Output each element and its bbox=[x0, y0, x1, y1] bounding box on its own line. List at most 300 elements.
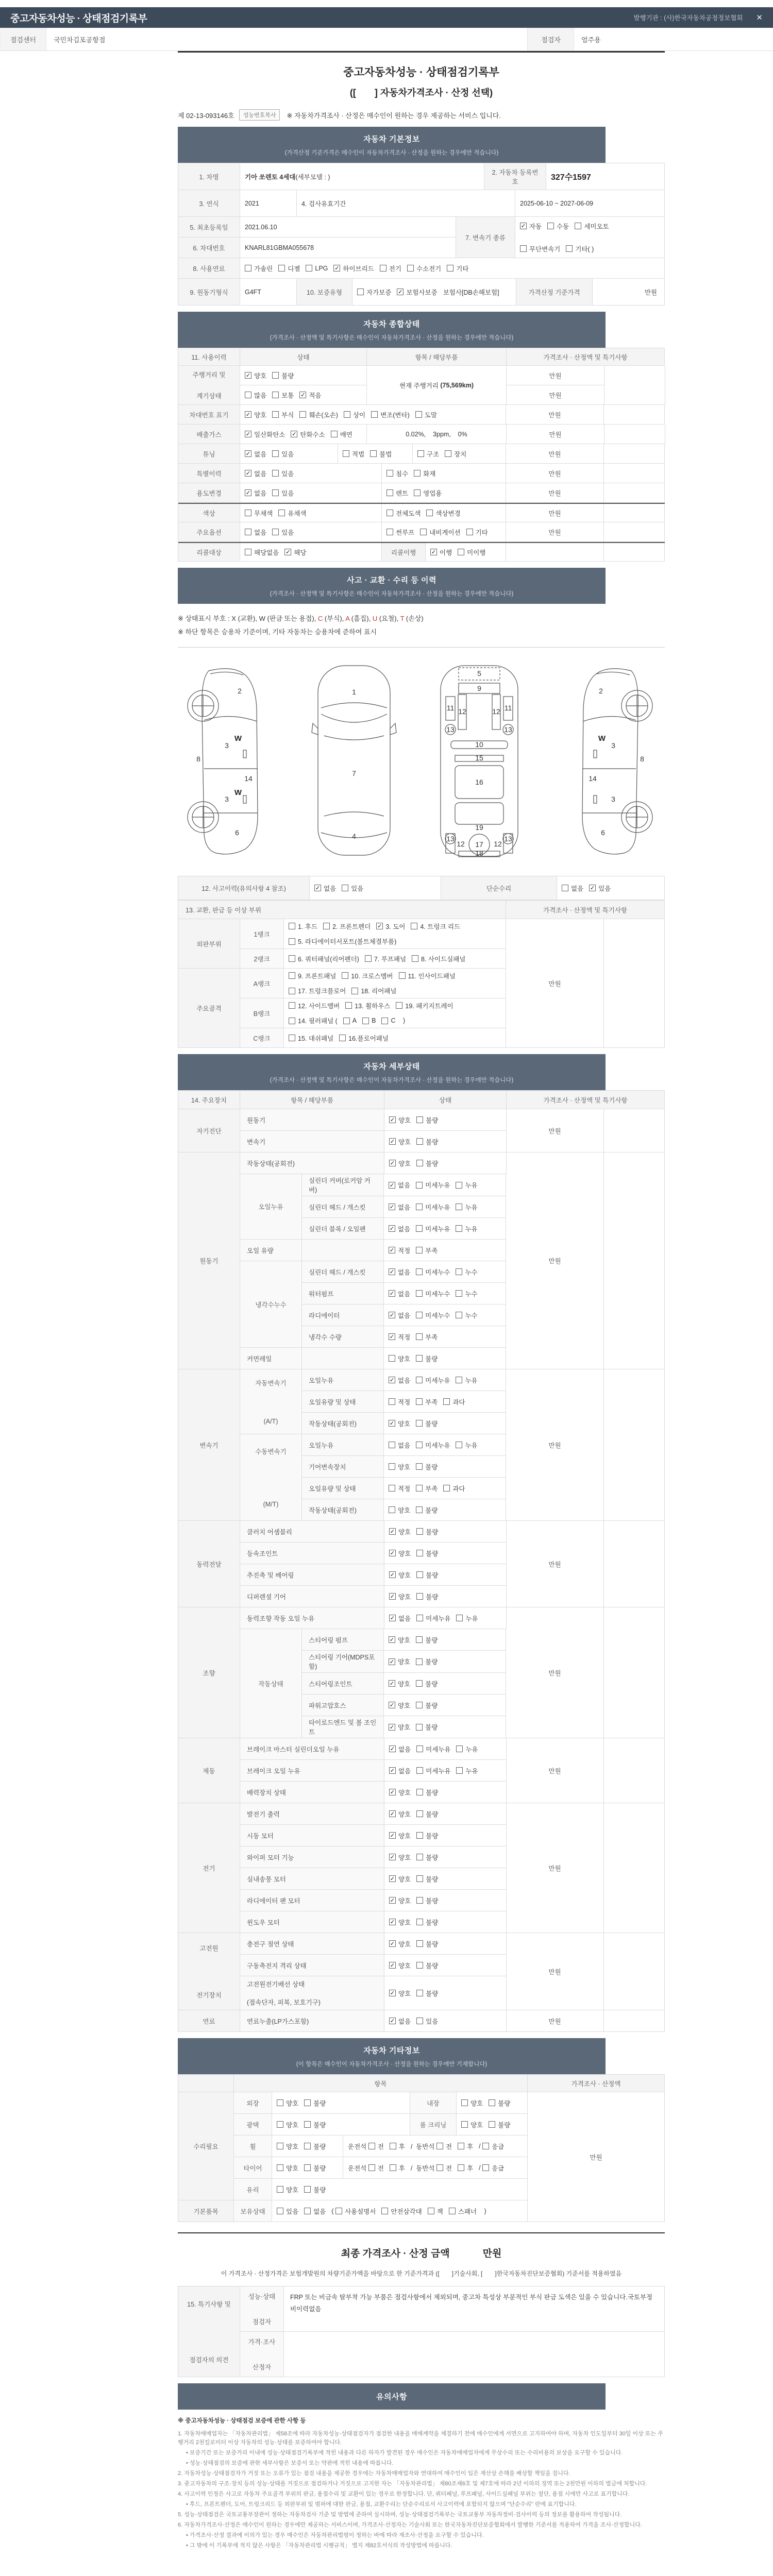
checkbox-icon[interactable] bbox=[304, 2121, 311, 2128]
checkbox-option[interactable] bbox=[299, 410, 338, 419]
checkbox-option[interactable] bbox=[416, 1527, 438, 1536]
checkbox-option[interactable] bbox=[277, 2142, 298, 2151]
checkbox-option[interactable] bbox=[416, 1484, 438, 1493]
checkbox-icon[interactable] bbox=[416, 1247, 423, 1253]
checkbox-icon[interactable] bbox=[386, 510, 393, 516]
checkbox-icon[interactable] bbox=[289, 955, 295, 962]
checked-checkbox-icon[interactable]: ✓ bbox=[389, 1724, 395, 1731]
checkbox-option[interactable] bbox=[416, 1722, 438, 1732]
checkbox-option[interactable] bbox=[389, 1159, 411, 1168]
checkbox-option[interactable] bbox=[416, 1744, 450, 1754]
checkbox-icon[interactable] bbox=[304, 2143, 311, 2149]
checked-checkbox-icon[interactable]: ✓ bbox=[389, 1637, 395, 1643]
checked-checkbox-icon[interactable]: ✓ bbox=[389, 1312, 395, 1318]
checkbox-icon[interactable] bbox=[443, 1398, 450, 1405]
checkbox-icon[interactable] bbox=[461, 2121, 468, 2128]
checkbox-icon[interactable] bbox=[416, 1377, 423, 1383]
checkbox-option[interactable] bbox=[416, 1766, 450, 1775]
checked-checkbox-icon[interactable]: ✓ bbox=[390, 1615, 395, 1621]
checkbox-option[interactable] bbox=[389, 1527, 411, 1536]
checkbox-icon[interactable] bbox=[304, 2164, 311, 2171]
checked-checkbox-icon[interactable]: ✓ bbox=[389, 1377, 395, 1383]
checkbox-option[interactable] bbox=[399, 971, 456, 980]
checkbox-icon[interactable] bbox=[416, 1636, 423, 1643]
checkbox-option[interactable] bbox=[389, 1722, 410, 1732]
checkbox-icon[interactable] bbox=[396, 1002, 402, 1009]
checkbox-icon[interactable] bbox=[389, 1398, 395, 1405]
checked-checkbox-icon[interactable]: ✓ bbox=[334, 265, 340, 272]
checkbox-option[interactable] bbox=[389, 1505, 410, 1515]
checked-checkbox-icon[interactable]: ✓ bbox=[389, 1269, 395, 1275]
checkbox-option[interactable] bbox=[272, 449, 294, 459]
checkbox-option[interactable] bbox=[420, 528, 460, 537]
checkbox-option[interactable] bbox=[416, 1462, 438, 1471]
checkbox-option[interactable] bbox=[456, 1289, 477, 1298]
checkbox-icon[interactable] bbox=[489, 2121, 495, 2128]
checkbox-icon[interactable] bbox=[416, 1990, 423, 1996]
checked-checkbox-icon[interactable]: ✓ bbox=[431, 549, 436, 555]
checkbox-option[interactable] bbox=[389, 1831, 411, 1840]
checkbox-option[interactable] bbox=[371, 410, 410, 419]
checkbox-option[interactable] bbox=[323, 922, 371, 931]
checkbox-icon[interactable] bbox=[344, 411, 350, 418]
checkbox-option[interactable] bbox=[456, 1744, 478, 1754]
checkbox-option[interactable] bbox=[416, 1939, 438, 1948]
checkbox-option[interactable] bbox=[289, 986, 346, 995]
checkbox-option[interactable] bbox=[430, 548, 452, 557]
checked-checkbox-icon[interactable]: ✓ bbox=[389, 1247, 395, 1253]
checkbox-icon[interactable] bbox=[371, 411, 378, 418]
checkbox-option[interactable] bbox=[386, 488, 408, 498]
checkbox-icon[interactable] bbox=[445, 450, 451, 457]
checkbox-option[interactable] bbox=[389, 1961, 411, 1970]
checkbox-option[interactable] bbox=[389, 1809, 411, 1819]
checkbox-option[interactable] bbox=[299, 391, 321, 400]
checkbox-icon[interactable] bbox=[416, 1724, 423, 1731]
checkbox-option[interactable] bbox=[416, 1831, 438, 1840]
checkbox-option[interactable] bbox=[416, 1592, 438, 1601]
checkbox-icon[interactable] bbox=[416, 1442, 423, 1448]
checkbox-icon[interactable] bbox=[456, 1225, 462, 1232]
checkbox-icon[interactable] bbox=[245, 392, 251, 398]
checked-checkbox-icon[interactable]: ✓ bbox=[390, 1833, 395, 1839]
checked-checkbox-icon[interactable]: ✓ bbox=[390, 1876, 395, 1882]
checkbox-option[interactable] bbox=[289, 937, 396, 946]
checkbox-icon[interactable] bbox=[289, 988, 295, 994]
checkbox-icon[interactable] bbox=[414, 489, 421, 496]
checkbox-option[interactable] bbox=[389, 1874, 411, 1884]
checkbox-option[interactable] bbox=[277, 2163, 298, 2173]
checkbox-option[interactable] bbox=[575, 222, 609, 231]
checkbox-icon[interactable] bbox=[245, 510, 251, 516]
checkbox-option[interactable] bbox=[390, 2163, 405, 2173]
checkbox-option[interactable] bbox=[304, 2207, 326, 2216]
checkbox-option[interactable] bbox=[245, 371, 266, 380]
checkbox-icon[interactable] bbox=[456, 1312, 462, 1318]
checkbox-icon[interactable] bbox=[416, 1897, 423, 1904]
checkbox-icon[interactable] bbox=[272, 372, 279, 379]
checkbox-icon[interactable] bbox=[416, 1463, 423, 1470]
checkbox-option[interactable] bbox=[426, 509, 460, 518]
checked-checkbox-icon[interactable]: ✓ bbox=[390, 1854, 395, 1860]
checkbox-icon[interactable] bbox=[343, 1018, 350, 1024]
checkbox-icon[interactable] bbox=[389, 1442, 395, 1448]
checkbox-option[interactable] bbox=[547, 222, 569, 231]
checkbox-option[interactable] bbox=[362, 1017, 376, 1024]
checkbox-option[interactable] bbox=[272, 391, 294, 400]
checkbox-icon[interactable] bbox=[415, 411, 422, 418]
checkbox-option[interactable] bbox=[389, 1246, 410, 1255]
checkbox-option[interactable] bbox=[277, 2098, 298, 2108]
checkbox-icon[interactable] bbox=[416, 1290, 423, 1297]
checkbox-option[interactable] bbox=[416, 1332, 438, 1342]
checkbox-option[interactable] bbox=[458, 2142, 473, 2151]
checkbox-option[interactable] bbox=[416, 1137, 438, 1146]
checkbox-icon[interactable] bbox=[368, 2143, 375, 2149]
checkbox-icon[interactable] bbox=[416, 1420, 423, 1427]
checkbox-option[interactable] bbox=[416, 1159, 438, 1168]
checkbox-option[interactable] bbox=[458, 548, 485, 557]
checkbox-option[interactable] bbox=[416, 1267, 450, 1277]
checked-checkbox-icon[interactable]: ✓ bbox=[389, 1681, 395, 1687]
checked-checkbox-icon[interactable]: ✓ bbox=[390, 1550, 395, 1556]
checkbox-option[interactable] bbox=[456, 1311, 477, 1320]
checkbox-icon[interactable] bbox=[456, 1290, 462, 1297]
checked-checkbox-icon[interactable]: ✓ bbox=[390, 1962, 395, 1969]
checkbox-option[interactable] bbox=[456, 1376, 477, 1385]
checkbox-icon[interactable] bbox=[416, 1398, 423, 1405]
checkbox-option[interactable] bbox=[589, 884, 611, 893]
checkbox-icon[interactable] bbox=[380, 265, 386, 272]
checkbox-option[interactable] bbox=[389, 1635, 410, 1645]
checkbox-option[interactable] bbox=[272, 488, 294, 498]
checkbox-icon[interactable] bbox=[416, 1355, 423, 1362]
checkbox-option[interactable] bbox=[389, 1701, 410, 1710]
checkbox-icon[interactable] bbox=[456, 1182, 462, 1189]
checkbox-icon[interactable] bbox=[416, 1832, 423, 1839]
checkbox-option[interactable] bbox=[443, 1397, 465, 1406]
checkbox-icon[interactable] bbox=[416, 1789, 423, 1795]
checkbox-option[interactable] bbox=[351, 986, 396, 995]
checkbox-icon[interactable] bbox=[272, 450, 279, 457]
checkbox-option[interactable] bbox=[272, 410, 294, 419]
checkbox-option[interactable] bbox=[416, 1202, 450, 1212]
checked-checkbox-icon[interactable]: ✓ bbox=[590, 885, 595, 891]
checkbox-icon[interactable] bbox=[389, 1506, 395, 1513]
checkbox-icon[interactable] bbox=[456, 1745, 463, 1752]
checkbox-option[interactable] bbox=[416, 1376, 450, 1385]
checkbox-icon[interactable] bbox=[416, 1485, 423, 1492]
checked-checkbox-icon[interactable]: ✓ bbox=[389, 1420, 395, 1427]
checkbox-option[interactable] bbox=[389, 1549, 411, 1558]
checkbox-icon[interactable] bbox=[272, 470, 279, 477]
checkbox-option[interactable] bbox=[386, 509, 421, 518]
checkbox-icon[interactable] bbox=[245, 529, 251, 535]
checkbox-icon[interactable] bbox=[416, 1680, 423, 1687]
checkbox-option[interactable] bbox=[414, 469, 435, 478]
checkbox-option[interactable] bbox=[416, 1809, 438, 1819]
checkbox-icon[interactable] bbox=[386, 470, 393, 477]
checkbox-icon[interactable] bbox=[456, 1615, 463, 1621]
checkbox-icon[interactable] bbox=[386, 529, 393, 535]
checkbox-option[interactable] bbox=[304, 2098, 326, 2108]
checkbox-icon[interactable] bbox=[416, 1767, 423, 1774]
checkbox-option[interactable] bbox=[389, 1311, 410, 1320]
checkbox-option[interactable] bbox=[416, 1549, 438, 1558]
checked-checkbox-icon[interactable]: ✓ bbox=[390, 1941, 395, 1947]
checkbox-icon[interactable] bbox=[331, 431, 338, 437]
checkbox-option[interactable] bbox=[416, 1419, 438, 1428]
checkbox-option[interactable] bbox=[416, 1701, 438, 1710]
checkbox-option[interactable] bbox=[416, 1635, 438, 1645]
checkbox-icon[interactable] bbox=[390, 2143, 396, 2149]
checkbox-icon[interactable] bbox=[362, 1018, 369, 1024]
checkbox-option[interactable] bbox=[389, 1419, 410, 1428]
checkbox-option[interactable] bbox=[443, 1484, 465, 1493]
checked-checkbox-icon[interactable]: ✓ bbox=[245, 372, 251, 379]
checkbox-icon[interactable] bbox=[461, 2099, 468, 2106]
checkbox-icon[interactable] bbox=[345, 1002, 352, 1009]
checkbox-icon[interactable] bbox=[245, 265, 251, 272]
checkbox-option[interactable] bbox=[245, 430, 285, 439]
checkbox-option[interactable] bbox=[416, 1224, 450, 1233]
checkbox-option[interactable] bbox=[278, 264, 300, 273]
checkbox-option[interactable] bbox=[389, 1484, 410, 1493]
checkbox-option[interactable] bbox=[389, 1180, 410, 1190]
checkbox-option[interactable] bbox=[396, 1001, 453, 1010]
checkbox-option[interactable] bbox=[466, 528, 488, 537]
checkbox-option[interactable] bbox=[520, 222, 542, 231]
checkbox-option[interactable] bbox=[416, 1614, 450, 1623]
checkbox-icon[interactable] bbox=[426, 510, 433, 516]
checked-checkbox-icon[interactable]: ✓ bbox=[390, 1529, 395, 1535]
checkbox-option[interactable] bbox=[416, 1289, 450, 1298]
checkbox-option[interactable] bbox=[411, 922, 460, 931]
checkbox-option[interactable] bbox=[489, 2120, 510, 2129]
checkbox-option[interactable] bbox=[370, 449, 392, 459]
checkbox-option[interactable] bbox=[245, 528, 266, 537]
checkbox-option[interactable] bbox=[277, 2185, 298, 2194]
checkbox-option[interactable] bbox=[389, 1788, 411, 1797]
checkbox-option[interactable] bbox=[314, 884, 336, 893]
checkbox-option[interactable] bbox=[389, 1939, 411, 1948]
checkbox-icon[interactable] bbox=[389, 1485, 395, 1492]
checked-checkbox-icon[interactable]: ✓ bbox=[390, 1572, 395, 1578]
checkbox-option[interactable] bbox=[386, 469, 408, 478]
checked-checkbox-icon[interactable]: ✓ bbox=[245, 431, 251, 437]
checkbox-icon[interactable] bbox=[342, 972, 348, 979]
checkbox-icon[interactable] bbox=[416, 1854, 423, 1860]
checked-checkbox-icon[interactable]: ✓ bbox=[245, 490, 251, 496]
checkbox-option[interactable] bbox=[416, 1311, 450, 1320]
checkbox-option[interactable] bbox=[245, 469, 266, 478]
checkbox-option[interactable] bbox=[389, 1989, 411, 1998]
checkbox-option[interactable] bbox=[389, 1570, 411, 1580]
checkbox-option[interactable] bbox=[456, 1180, 477, 1190]
checkbox-option[interactable] bbox=[416, 1246, 438, 1255]
checkbox-icon[interactable] bbox=[416, 1116, 423, 1123]
checked-checkbox-icon[interactable]: ✓ bbox=[390, 1746, 395, 1752]
checkbox-option[interactable] bbox=[278, 509, 306, 518]
checkbox-option[interactable] bbox=[390, 2142, 405, 2151]
checkbox-option[interactable] bbox=[272, 371, 294, 380]
checkbox-icon[interactable] bbox=[390, 2164, 396, 2171]
checked-checkbox-icon[interactable]: ✓ bbox=[389, 1204, 395, 1210]
close-icon[interactable]: ✕ bbox=[756, 13, 763, 22]
checkbox-icon[interactable] bbox=[304, 2099, 311, 2106]
checkbox-icon[interactable] bbox=[416, 1593, 423, 1600]
checkbox-option[interactable] bbox=[289, 1001, 340, 1010]
checkbox-option[interactable] bbox=[389, 1289, 410, 1298]
checkbox-option[interactable] bbox=[289, 922, 317, 931]
checked-checkbox-icon[interactable]: ✓ bbox=[389, 1291, 395, 1297]
checkbox-option[interactable] bbox=[380, 264, 401, 273]
checkbox-icon[interactable] bbox=[562, 885, 568, 891]
checked-checkbox-icon[interactable]: ✓ bbox=[390, 1117, 395, 1123]
checkbox-icon[interactable] bbox=[351, 988, 358, 994]
checkbox-icon[interactable] bbox=[436, 2164, 443, 2171]
checked-checkbox-icon[interactable]: ✓ bbox=[390, 1919, 395, 1925]
checkbox-icon[interactable] bbox=[278, 510, 285, 516]
checkbox-icon[interactable] bbox=[299, 411, 306, 418]
checkbox-icon[interactable] bbox=[289, 923, 295, 929]
checkbox-option[interactable] bbox=[482, 2163, 504, 2173]
copy-number-button[interactable]: 성능번호복사 bbox=[239, 109, 280, 121]
checkbox-option[interactable] bbox=[416, 1853, 438, 1862]
checkbox-option[interactable] bbox=[376, 922, 405, 931]
checkbox-option[interactable] bbox=[389, 1918, 411, 1927]
checkbox-icon[interactable] bbox=[456, 1442, 462, 1448]
checkbox-icon[interactable] bbox=[339, 1035, 346, 1041]
checked-checkbox-icon[interactable]: ✓ bbox=[390, 1594, 395, 1600]
checkbox-option[interactable] bbox=[272, 528, 294, 537]
checkbox-option[interactable] bbox=[289, 954, 359, 963]
checkbox-option[interactable] bbox=[416, 1989, 438, 1998]
checkbox-option[interactable] bbox=[456, 1440, 477, 1450]
checkbox-icon[interactable] bbox=[365, 955, 372, 962]
checkbox-icon[interactable] bbox=[289, 1035, 295, 1041]
checkbox-option[interactable] bbox=[272, 469, 294, 478]
checkbox-option[interactable] bbox=[357, 287, 391, 297]
checkbox-option[interactable] bbox=[342, 884, 363, 893]
checkbox-icon[interactable] bbox=[416, 1615, 423, 1621]
checkbox-icon[interactable] bbox=[420, 529, 427, 535]
checkbox-icon[interactable] bbox=[323, 923, 330, 929]
checkbox-icon[interactable] bbox=[416, 1138, 423, 1145]
checked-checkbox-icon[interactable]: ✓ bbox=[389, 1658, 395, 1665]
checkbox-icon[interactable] bbox=[272, 489, 279, 496]
checkbox-option[interactable] bbox=[245, 488, 266, 498]
checked-checkbox-icon[interactable]: ✓ bbox=[390, 1897, 395, 1904]
checkbox-option[interactable] bbox=[389, 1440, 410, 1450]
checkbox-icon[interactable] bbox=[272, 392, 279, 398]
checked-checkbox-icon[interactable]: ✓ bbox=[315, 885, 321, 891]
checkbox-option[interactable] bbox=[245, 548, 279, 557]
checkbox-option[interactable] bbox=[416, 2016, 438, 2026]
checkbox-option[interactable] bbox=[368, 2163, 384, 2173]
checkbox-option[interactable] bbox=[342, 971, 393, 980]
checkbox-icon[interactable] bbox=[436, 2143, 443, 2149]
checkbox-icon[interactable] bbox=[416, 1745, 423, 1752]
checkbox-option[interactable] bbox=[277, 2120, 298, 2129]
checkbox-option[interactable] bbox=[245, 410, 266, 419]
checked-checkbox-icon[interactable]: ✓ bbox=[390, 1990, 395, 1996]
checked-checkbox-icon[interactable]: ✓ bbox=[389, 1182, 395, 1189]
checkbox-option[interactable] bbox=[245, 264, 273, 273]
checkbox-option[interactable] bbox=[331, 430, 352, 439]
checkbox-option[interactable] bbox=[389, 1592, 411, 1601]
checkbox-icon[interactable] bbox=[416, 1225, 423, 1232]
checkbox-icon[interactable] bbox=[416, 1658, 423, 1665]
checkbox-icon[interactable] bbox=[277, 2143, 283, 2149]
checkbox-icon[interactable] bbox=[414, 470, 421, 477]
checkbox-option[interactable] bbox=[289, 971, 336, 980]
checkbox-option[interactable] bbox=[417, 449, 439, 459]
checkbox-icon[interactable] bbox=[416, 1506, 423, 1513]
checkbox-option[interactable] bbox=[344, 410, 365, 419]
checkbox-option[interactable] bbox=[368, 2142, 384, 2151]
checkbox-icon[interactable] bbox=[447, 265, 453, 272]
checkbox-icon[interactable] bbox=[277, 2099, 283, 2106]
checkbox-option[interactable] bbox=[386, 528, 414, 537]
checkbox-option[interactable] bbox=[456, 1224, 477, 1233]
checkbox-icon[interactable] bbox=[368, 2164, 375, 2171]
checkbox-icon[interactable] bbox=[458, 2143, 464, 2149]
checkbox-option[interactable] bbox=[416, 1440, 450, 1450]
checkbox-icon[interactable] bbox=[416, 1919, 423, 1925]
checked-checkbox-icon[interactable]: ✓ bbox=[377, 923, 382, 930]
checkbox-option[interactable] bbox=[416, 1874, 438, 1884]
checkbox-option[interactable] bbox=[335, 2207, 376, 2216]
checkbox-icon[interactable] bbox=[416, 2018, 423, 2024]
checkbox-icon[interactable] bbox=[566, 245, 573, 252]
checkbox-icon[interactable] bbox=[416, 1528, 423, 1535]
checkbox-icon[interactable] bbox=[386, 489, 393, 496]
checkbox-option[interactable] bbox=[456, 1766, 478, 1775]
checkbox-option[interactable] bbox=[461, 2120, 483, 2129]
checkbox-option[interactable] bbox=[389, 2016, 411, 2026]
checkbox-icon[interactable] bbox=[381, 2208, 388, 2214]
checkbox-option[interactable] bbox=[304, 2120, 326, 2129]
checkbox-option[interactable] bbox=[436, 2142, 452, 2151]
checked-checkbox-icon[interactable]: ✓ bbox=[389, 1334, 395, 1340]
checkbox-option[interactable] bbox=[416, 1115, 438, 1125]
checkbox-option[interactable] bbox=[416, 1918, 438, 1927]
checkbox-option[interactable] bbox=[416, 1679, 438, 1688]
checkbox-option[interactable] bbox=[284, 548, 306, 557]
checkbox-icon[interactable] bbox=[272, 529, 279, 535]
checkbox-option[interactable] bbox=[456, 1267, 477, 1277]
checkbox-option[interactable] bbox=[381, 2207, 422, 2216]
checked-checkbox-icon[interactable]: ✓ bbox=[390, 1768, 395, 1774]
checkbox-option[interactable] bbox=[245, 509, 273, 518]
checked-checkbox-icon[interactable]: ✓ bbox=[300, 392, 306, 398]
checkbox-option[interactable] bbox=[381, 1017, 395, 1024]
checked-checkbox-icon[interactable]: ✓ bbox=[390, 1789, 395, 1795]
checkbox-option[interactable] bbox=[389, 1657, 410, 1666]
checkbox-option[interactable] bbox=[416, 1505, 438, 1515]
checkbox-option[interactable] bbox=[389, 1679, 410, 1688]
checked-checkbox-icon[interactable]: ✓ bbox=[245, 451, 251, 457]
checkbox-icon[interactable] bbox=[456, 1268, 462, 1275]
checkbox-option[interactable] bbox=[412, 954, 465, 963]
checked-checkbox-icon[interactable]: ✓ bbox=[398, 289, 403, 295]
checkbox-option[interactable] bbox=[389, 1614, 411, 1623]
checkbox-icon[interactable] bbox=[416, 1810, 423, 1817]
checkbox-icon[interactable] bbox=[416, 1571, 423, 1578]
checkbox-option[interactable] bbox=[304, 2142, 326, 2151]
checkbox-icon[interactable] bbox=[416, 1182, 423, 1189]
